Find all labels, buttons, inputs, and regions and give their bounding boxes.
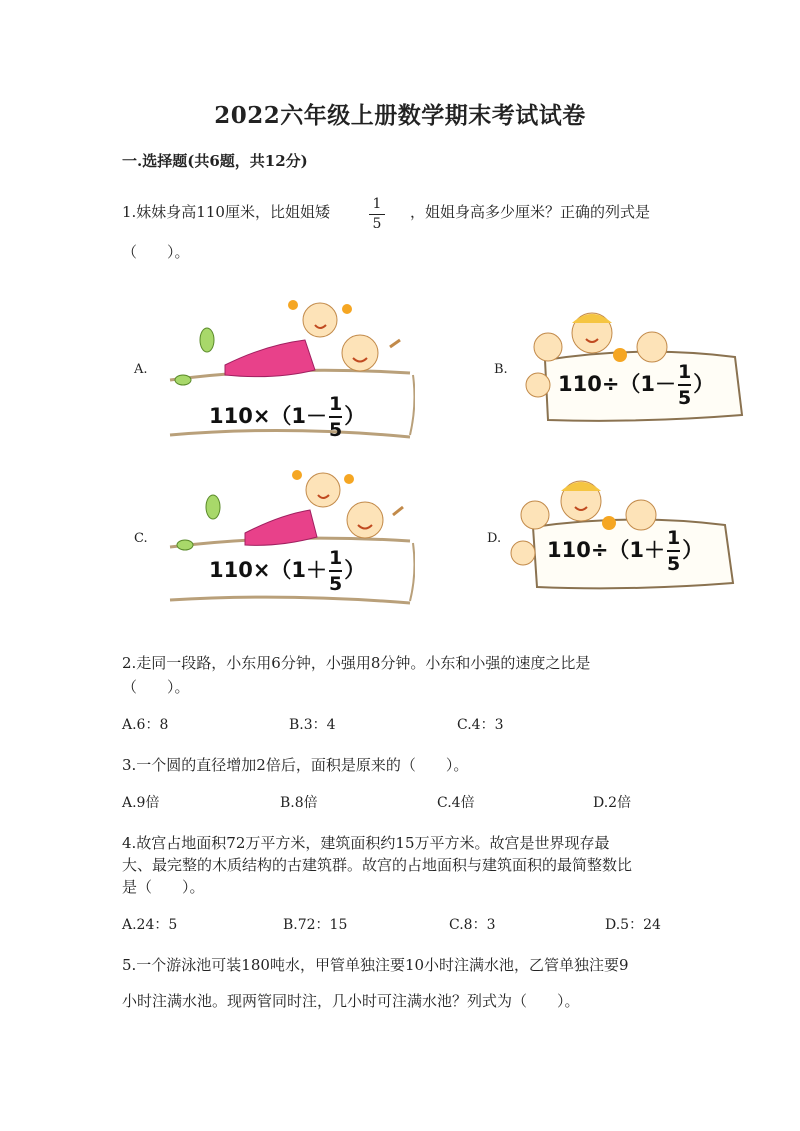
choice-b: B.8倍 bbox=[280, 795, 318, 811]
question-4-line-3: 是（ ）。 bbox=[122, 878, 205, 896]
fraction-bar bbox=[678, 384, 691, 386]
fraction-denominator: 5 bbox=[372, 216, 382, 232]
expression-suffix: ） bbox=[682, 538, 704, 562]
option-d-expression bbox=[547, 527, 703, 575]
expression-suffix: ） bbox=[693, 372, 715, 396]
option-a-card bbox=[165, 295, 415, 445]
expression-prefix: 110×（1＋ bbox=[209, 558, 328, 582]
section-heading: 一.选择题(共6题，共12分) bbox=[122, 152, 308, 170]
choice-c: C.4倍 bbox=[437, 795, 475, 811]
question-3-text: 3.一个圆的直径增加2倍后，面积是原来的（ ）。 bbox=[122, 756, 469, 774]
expression-suffix: ） bbox=[344, 404, 366, 428]
option-b-card bbox=[520, 305, 750, 435]
option-a-label: A. bbox=[134, 362, 148, 377]
expression-prefix: 110×（1－ bbox=[209, 404, 328, 428]
expression-prefix: 110÷（1－ bbox=[558, 372, 677, 396]
choice-a: A.6：8 bbox=[122, 717, 169, 733]
option-b-expression bbox=[558, 361, 714, 409]
page-title: 2022六年级上册数学期末考试试卷 bbox=[214, 102, 586, 129]
fraction-bar bbox=[329, 570, 342, 572]
option-d-card bbox=[505, 475, 740, 600]
expression-prefix: 110÷（1＋ bbox=[547, 538, 666, 562]
option-c-label: C. bbox=[134, 531, 148, 546]
fraction-bar bbox=[329, 416, 342, 418]
option-d-label: D. bbox=[487, 531, 502, 546]
option-a-expression bbox=[209, 393, 365, 441]
choice-c: C.4：3 bbox=[457, 717, 504, 733]
fraction-denominator: 5 bbox=[329, 573, 343, 595]
fraction-numerator: 1 bbox=[329, 393, 343, 415]
question-4-choices bbox=[0, 914, 800, 938]
fraction-numerator: 1 bbox=[329, 547, 343, 569]
fraction-denominator: 5 bbox=[678, 387, 692, 409]
choice-b: B.72：15 bbox=[283, 917, 348, 933]
expression-fraction bbox=[329, 393, 342, 441]
fraction-bar bbox=[667, 550, 680, 552]
fraction-denominator: 5 bbox=[329, 419, 343, 441]
question-3-choices bbox=[0, 792, 800, 816]
expression-fraction bbox=[678, 361, 691, 409]
expression-fraction bbox=[667, 527, 680, 575]
fraction-numerator: 1 bbox=[372, 196, 382, 212]
fraction-numerator: 1 bbox=[678, 361, 692, 383]
question-2-text-a: 2.走同一段路，小东用6分钟，小强用8分钟。小东和小强的速度之比是 bbox=[122, 654, 591, 672]
option-b-label: B. bbox=[494, 362, 508, 377]
question-4-line-1: 4.故宫占地面积72万平方米，建筑面积约15万平方米。故宫是世界现存最 bbox=[122, 834, 610, 852]
choice-c: C.8：3 bbox=[449, 917, 496, 933]
question-4-line-2: 大、最完整的木质结构的古建筑群。故宫的占地面积与建筑面积的最简整数比 bbox=[122, 856, 633, 874]
fraction-bar bbox=[369, 214, 385, 215]
question-2-choices bbox=[0, 714, 800, 738]
question-1-text-b: ，姐姐身高多少厘米？正确的列式是 bbox=[410, 203, 651, 221]
question-5-line-1: 5.一个游泳池可装180吨水，甲管单独注要10小时注满水池，乙管单独注要9 bbox=[122, 956, 629, 974]
expression-fraction bbox=[329, 547, 342, 595]
option-c-card bbox=[165, 465, 415, 615]
option-c-expression bbox=[209, 547, 365, 595]
fraction-denominator: 5 bbox=[667, 553, 681, 575]
choice-d: D.2倍 bbox=[593, 795, 632, 811]
choice-d: D.5：24 bbox=[605, 917, 661, 933]
choice-a: A.9倍 bbox=[122, 795, 160, 811]
expression-suffix: ） bbox=[344, 558, 366, 582]
fraction-numerator: 1 bbox=[667, 527, 681, 549]
question-5-line-2: 小时注满水池。现两管同时注，几小时可注满水池？列式为（ ）。 bbox=[122, 992, 580, 1010]
choice-b: B.3：4 bbox=[289, 717, 336, 733]
question-1-text-a: 1.妹妹身高110厘米，比姐姐矮 bbox=[122, 203, 330, 221]
question-2-blank: （ ）。 bbox=[122, 678, 190, 696]
choice-a: A.24：5 bbox=[122, 917, 178, 933]
question-1-blank: （ ）。 bbox=[122, 243, 190, 261]
question-1-fraction bbox=[366, 196, 388, 233]
